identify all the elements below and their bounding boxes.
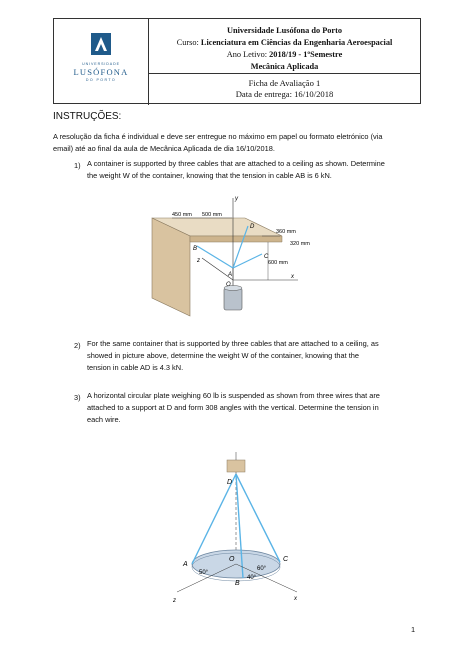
figure-1-container-cables [150, 188, 310, 328]
logo-cell [54, 19, 149, 105]
due-date: Data de entrega: 16/10/2018 [235, 89, 334, 99]
subject-name: Mecânica Aplicada [250, 62, 319, 71]
origin-O-label: O [226, 282, 231, 288]
instructions-line-1: A resolução da ficha é individual e deve ser entregue no máximo em papel ou formato eletrónico (via [53, 132, 383, 141]
course-label: Curso: [176, 38, 199, 47]
figure-3-circular-plate [165, 452, 310, 610]
year-value: 2018/19 - 1ºSemestre [269, 50, 343, 59]
question-1-line-2: the weight W of the container, knowing that the tension in cable AB is 6 kN. [87, 171, 332, 180]
header-info-cell [149, 19, 420, 74]
sheet-title: Ficha de Avaliação 1 [248, 78, 321, 88]
dim-450-label: 450 mm [172, 212, 192, 218]
point-A-label: A [228, 272, 233, 278]
point-D-label: D [227, 479, 233, 486]
angle-40-label: 40° [247, 575, 257, 581]
question-3-line-1: A horizontal circular plate weighing 60 lb is suspended as shown from three wires that are [87, 391, 380, 400]
point-B-label: B [193, 246, 198, 252]
angle-60-label: 60° [257, 566, 267, 572]
container [224, 288, 242, 310]
wire-DC [236, 474, 280, 562]
point-C-label: C [283, 556, 289, 563]
point-A-label: A [183, 561, 188, 568]
question-2-line-2: showed in picture above, determine the weight W of the container, knowing that the [87, 351, 359, 360]
point-C-label: C [264, 254, 269, 260]
axis-z-label: z [173, 598, 176, 604]
sheet-info-cell [149, 74, 420, 105]
logo-text-sub: DO PORTO [85, 78, 117, 82]
dim-600-label: 600 mm [268, 260, 288, 266]
year-label: Ano Letivo: [226, 50, 268, 59]
ceiling-edge [190, 236, 282, 242]
dim-500-label: 500 mm [202, 212, 222, 218]
year-line [149, 49, 420, 60]
question-3-line-2: attached to a support at D and form 308 angles with the vertical. Determine the tension in [87, 403, 379, 412]
course-name: Licenciatura em Ciências da Engenharia Aeroespacial [200, 38, 393, 47]
question-2-line-3: tension in cable AD is 4.3 kN. [87, 363, 184, 372]
question-3-line-3: each wire. [87, 415, 121, 424]
university-logo-icon [91, 33, 111, 55]
question-2-number: 2) [74, 341, 81, 350]
question-2-line-1: For the same container that is supported by three cables that are attached to a ceiling, as [87, 339, 379, 348]
page-number: 1 [411, 625, 416, 634]
ceiling-support [227, 460, 245, 472]
point-D-label: D [250, 224, 255, 230]
dim-360-label: 360 mm [276, 229, 296, 235]
logo-text-small: UNIVERSIDADE [82, 62, 120, 66]
dim-320-label: 320 mm [290, 241, 310, 247]
axis-x-label: x [291, 274, 294, 280]
course-line [149, 37, 420, 48]
instructions-heading: INSTRUÇÕES: [53, 111, 122, 122]
angle-50-label: 50° [199, 570, 209, 576]
question-3-number: 3) [74, 393, 81, 402]
header-table [53, 18, 421, 104]
university-name: Universidade Lusófona do Porto [226, 26, 342, 35]
cable-AB [197, 246, 233, 268]
origin-O-label: O [229, 556, 235, 563]
instructions-line-2: email) até ao final da aula de Mecânica Aplicada de dia 16/10/2018. [53, 144, 275, 153]
axis-y-label: y [235, 196, 238, 202]
point-B-label: B [235, 580, 240, 587]
axis-z-label: z [197, 258, 200, 264]
axis-x-label: x [294, 596, 297, 602]
logo-text-main: LUSÓFONA [73, 67, 129, 77]
question-1-number: 1) [74, 161, 81, 170]
question-1-line-1: A container is supported by three cables that are attached to a ceiling as shown. Determine [87, 159, 385, 168]
